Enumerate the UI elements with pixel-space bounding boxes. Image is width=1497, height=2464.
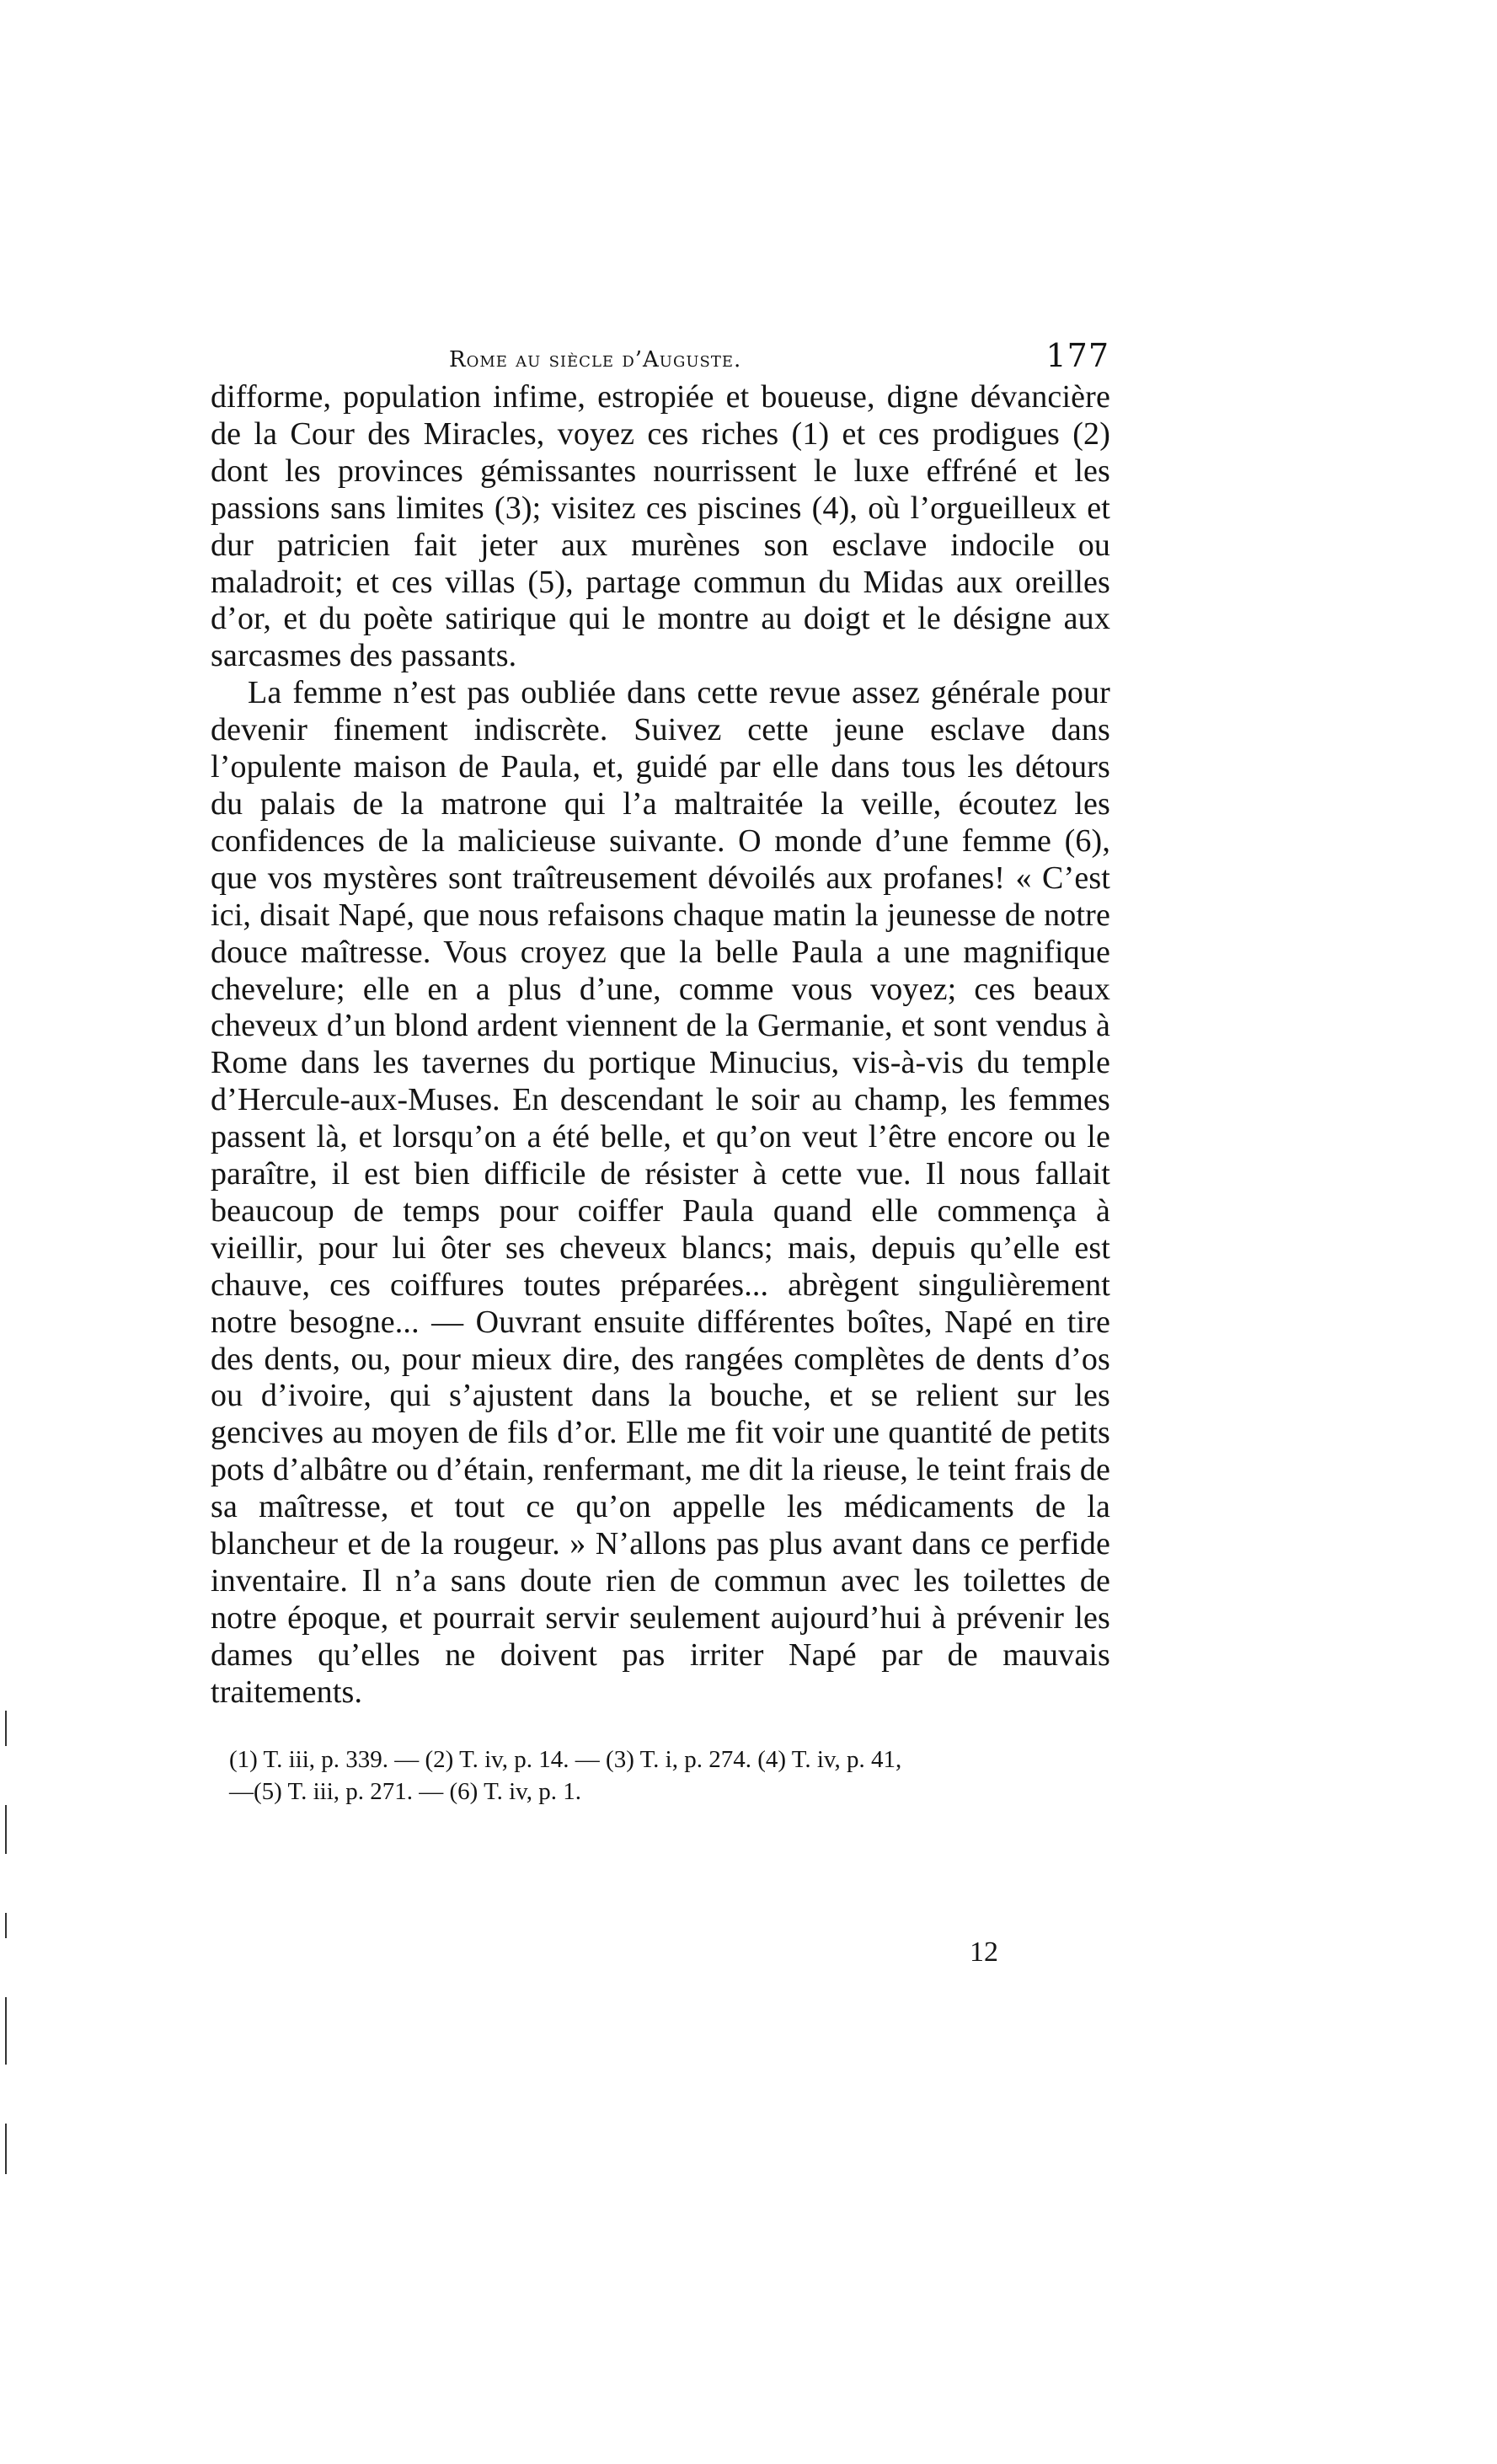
body-text — [211, 379, 1110, 1711]
footnotes — [211, 1744, 1110, 1808]
page-number: 177 — [1045, 337, 1109, 374]
signature-mark: 12 — [970, 1936, 998, 1968]
running-head-title: Rome au siècle d’Auguste. — [449, 347, 742, 372]
footnote-line-1: (1) T. iii, p. 339. — (2) T. iv, p. 14. — (3) T. i, p. 274. (4) T. iv, p. 41, — [229, 1745, 902, 1773]
running-head — [211, 335, 1110, 379]
footnote-line-2: —(5) T. iii, p. 271. — (6) T. iv, p. 1. — [229, 1777, 582, 1805]
margin-scan-marks — [5, 1711, 8, 2233]
scan-mark — [5, 1805, 7, 1854]
paragraph-2: La femme n’est pas oubliée dans cette revue assez générale pour devenir finement indiscrète. Suivez cette jeune esclave dans l’opulente maison de Paula, et, guidé par elle dans tous les détours du palais de la matrone qui l’a maltraitée la veille, écoutez les confidences de la malicieuse suivante. O monde d’une femme (6), que vos mystères sont traîtreusement dévoilés aux profanes! « C’est ici, disait Napé, que nous refaisons chaque matin la jeunesse de notre douce maîtresse. Vous croyez que la belle Paula a une magnifique chevelure; elle en a plus d’une, comme vous voyez; ces beaux cheveux d’un blond ardent viennent de la Germanie, et sont vendus à Rome dans les tavernes du portique Minucius, vis-à-vis du temple d’Hercule-aux-Muses. En descendant le soir au champ, les femmes passent là, et lorsqu’on a été belle, et qu’on veut l’être encore ou le paraître, il est bien difficile de résister à cette vue. Il nous fallait beaucoup de temps pour coiffer Paula quand elle commença à vieillir, pour lui ôter ses cheveux blancs; mais, depuis qu’elle est chauve, ces coiffures toutes préparées... abrègent singulièrement notre besogne... — Ouvrant ensuite différentes boîtes, Napé en tire des dents, ou, pour mieux dire, des rangées complètes de dents d’os ou d’ivoire, qui s’ajustent dans la bouche, et se relient sur les gencives au moyen de fils d’or. Elle me fit voir une quantité de petits pots d’albâtre ou d’étain, renfermant, me dit la rieuse, le teint frais de sa maîtresse, et tout ce qu’on appelle les médicaments de la blancheur et de la rougeur. » N’allons pas plus avant dans ce perfide inventaire. Il n’a sans doute rien de commun avec les toilettes de notre époque, et pourrait servir seulement aujourd’hui à prévenir les dames qu’elles ne doivent pas irriter Napé par de mauvais traitements. — [211, 675, 1110, 1710]
scan-mark — [5, 1711, 7, 1746]
paragraph-1: difforme, population infime, estropiée et boueuse, digne dévancière de la Cour des Miracles, voyez ces riches (1) et ces prodigues (2) dont les provinces gémissantes nourrissent le luxe effréné et les passions sans limites (3); visitez ces piscines (4), où l’orgueilleux et dur patricien fait jeter aux murènes son esclave indocile ou maladroit; et ces villas (5), partage commun du Midas aux oreilles d’or, et du poète satirique qui le montre au doigt et le désigne aux sarcasmes des passants. — [211, 379, 1110, 674]
book-page — [211, 335, 1110, 1808]
scan-mark — [5, 1997, 7, 2065]
scan-mark — [5, 1913, 7, 1938]
scan-mark — [5, 2124, 7, 2174]
